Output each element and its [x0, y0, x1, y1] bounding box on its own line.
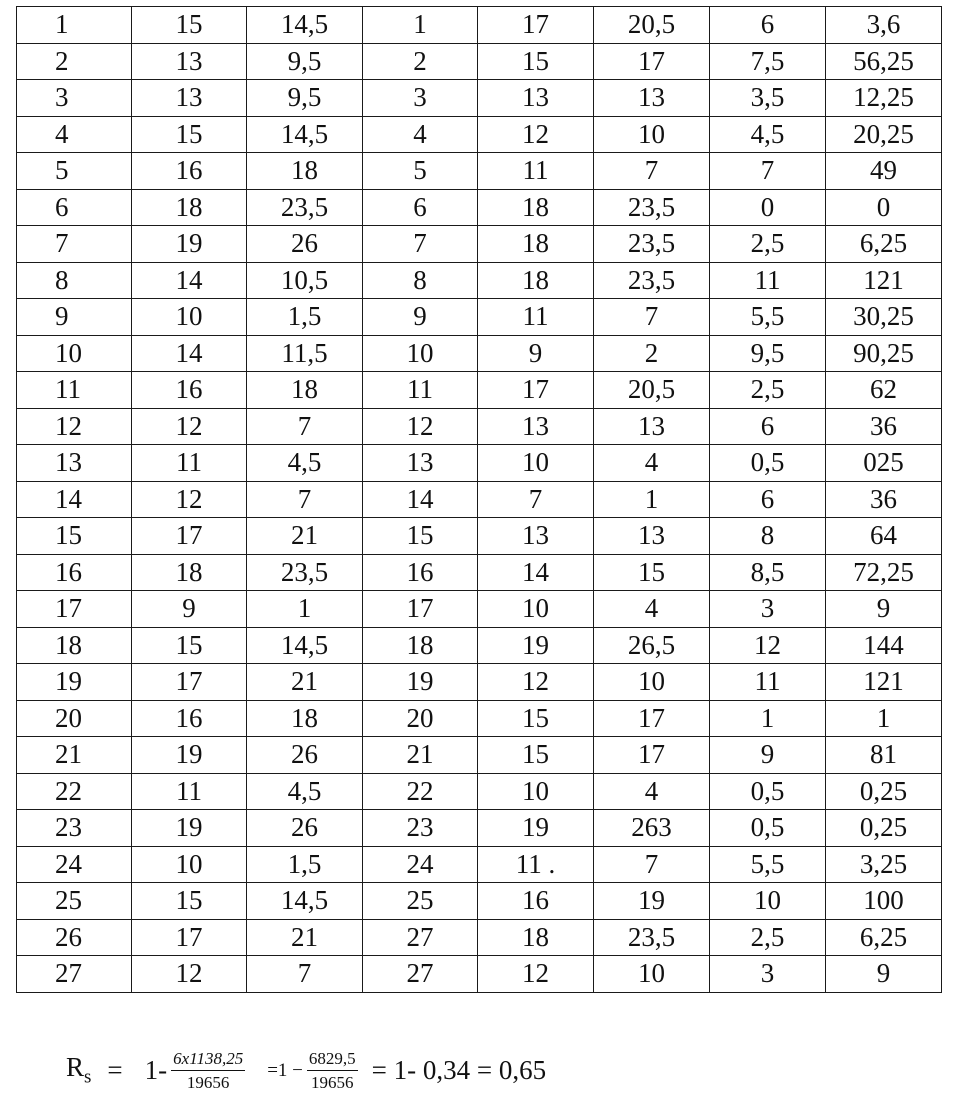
table-cell: 19	[132, 226, 247, 263]
table-cell: 15	[132, 116, 247, 153]
table-cell: 21	[17, 737, 132, 774]
fraction-2-denominator: 19656	[311, 1073, 354, 1092]
table-cell: 7	[710, 153, 826, 190]
table-cell: 11	[17, 372, 132, 409]
table-cell: 21	[247, 664, 363, 701]
table-cell: 6	[710, 7, 826, 44]
table-cell: 0,5	[710, 810, 826, 847]
table-cell: 12	[478, 956, 594, 993]
table-cell: 2	[594, 335, 710, 372]
table-cell: 72,25	[826, 554, 942, 591]
table-cell: 6	[710, 408, 826, 445]
table-cell: 3	[363, 80, 478, 117]
table-cell: 7,5	[710, 43, 826, 80]
table-cell: 13	[478, 80, 594, 117]
table-cell: 23,5	[594, 226, 710, 263]
table-cell: 9	[710, 737, 826, 774]
table-row	[17, 43, 942, 80]
fraction-1	[171, 1050, 245, 1091]
table-cell: 0,25	[826, 810, 942, 847]
table-cell: 21	[363, 737, 478, 774]
table-cell: 18	[478, 262, 594, 299]
table-cell: 3	[710, 956, 826, 993]
table-cell: 56,25	[826, 43, 942, 80]
table-cell: 17	[478, 7, 594, 44]
table-cell: 6,25	[826, 226, 942, 263]
table-cell: 4	[594, 445, 710, 482]
table-row	[17, 481, 942, 518]
table-cell: 0,25	[826, 773, 942, 810]
table-row	[17, 7, 942, 44]
formula-equals: =	[107, 1055, 123, 1085]
table-cell: 11	[363, 372, 478, 409]
table-cell: 9,5	[710, 335, 826, 372]
table-cell: 13	[594, 80, 710, 117]
fraction-1-numerator: 6x1138,25	[171, 1050, 245, 1071]
table-cell: 121	[826, 664, 942, 701]
table-row	[17, 883, 942, 920]
table-cell: 4,5	[247, 773, 363, 810]
table-row	[17, 408, 942, 445]
table-cell: 17	[478, 372, 594, 409]
table-cell: 12	[363, 408, 478, 445]
table-cell: 3	[710, 591, 826, 628]
table-cell: 9,5	[247, 80, 363, 117]
table-cell: 8	[17, 262, 132, 299]
table-cell: 9	[478, 335, 594, 372]
table-cell: 11	[132, 773, 247, 810]
table-cell: 14,5	[247, 883, 363, 920]
table-cell: 27	[363, 956, 478, 993]
table-cell: 27	[363, 919, 478, 956]
table-cell: 18	[363, 627, 478, 664]
table-cell: 13	[478, 408, 594, 445]
table-cell: 15	[17, 518, 132, 555]
table-cell: 7	[247, 408, 363, 445]
table-row	[17, 153, 942, 190]
table-cell: 8	[710, 518, 826, 555]
table-cell: 26	[247, 226, 363, 263]
table-cell: 13	[132, 80, 247, 117]
table-cell: 10	[594, 664, 710, 701]
formula-symbol	[66, 1052, 91, 1088]
table-cell: 10	[132, 299, 247, 336]
table-cell: 9	[17, 299, 132, 336]
formula-equals-2: =	[267, 1059, 278, 1081]
table-cell: 19	[132, 737, 247, 774]
table-cell: 11	[710, 262, 826, 299]
table-cell: 10	[478, 445, 594, 482]
table-cell: 4	[594, 773, 710, 810]
table-cell: 2,5	[710, 226, 826, 263]
table-row	[17, 262, 942, 299]
table-cell: 23,5	[247, 189, 363, 226]
table-cell: 121	[826, 262, 942, 299]
table-cell: 13	[17, 445, 132, 482]
table-cell: 0,5	[710, 445, 826, 482]
table-cell: 0,5	[710, 773, 826, 810]
table-body	[17, 7, 942, 993]
table-cell: 2	[17, 43, 132, 80]
ranking-data-table	[16, 6, 942, 993]
table-cell: 18	[17, 627, 132, 664]
table-cell: 14	[17, 481, 132, 518]
table-row	[17, 956, 942, 993]
table-cell: 7	[247, 481, 363, 518]
table-cell: 17	[363, 591, 478, 628]
table-cell: 16	[363, 554, 478, 591]
table-cell: 1,5	[247, 299, 363, 336]
table-cell: 13	[363, 445, 478, 482]
table-cell: 4,5	[710, 116, 826, 153]
spearman-formula	[66, 1050, 546, 1091]
table-cell: 36	[826, 408, 942, 445]
table-cell: 21	[247, 518, 363, 555]
formula-symbol-main: R	[66, 1052, 85, 1083]
table-cell: 16	[132, 372, 247, 409]
table-row	[17, 299, 942, 336]
table-cell: 8,5	[710, 554, 826, 591]
table-cell: 7	[594, 299, 710, 336]
table-cell: 0	[710, 189, 826, 226]
table-cell: 17	[594, 737, 710, 774]
table-row	[17, 627, 942, 664]
table-cell: 10	[478, 591, 594, 628]
table-row	[17, 737, 942, 774]
table-cell: 3,5	[710, 80, 826, 117]
table-cell: 3	[17, 80, 132, 117]
table-cell: 10	[594, 116, 710, 153]
table-cell: 18	[478, 189, 594, 226]
table-row	[17, 80, 942, 117]
table-cell: 22	[363, 773, 478, 810]
table-cell: 19	[17, 664, 132, 701]
table-cell: 1	[594, 481, 710, 518]
table-cell: 10	[478, 773, 594, 810]
table-row	[17, 335, 942, 372]
table-cell: 6,25	[826, 919, 942, 956]
table-cell: 4,5	[247, 445, 363, 482]
table-row	[17, 226, 942, 263]
table-row	[17, 518, 942, 555]
table-cell: 26	[17, 919, 132, 956]
table-cell: 18	[247, 153, 363, 190]
table-cell: 26,5	[594, 627, 710, 664]
table-cell: 18	[478, 226, 594, 263]
table-cell: 11 .	[478, 846, 594, 883]
table-cell: 81	[826, 737, 942, 774]
table-cell: 20,5	[594, 372, 710, 409]
table-cell: 3,6	[826, 7, 942, 44]
table-cell: 10	[594, 956, 710, 993]
table-cell: 2,5	[710, 372, 826, 409]
table-cell: 100	[826, 883, 942, 920]
table-cell: 15	[132, 883, 247, 920]
table-cell: 13	[478, 518, 594, 555]
table-cell: 17	[132, 664, 247, 701]
table-cell: 15	[478, 700, 594, 737]
fraction-2	[307, 1050, 358, 1091]
table-cell: 27	[17, 956, 132, 993]
table-cell: 12	[132, 408, 247, 445]
table-cell: 19	[478, 627, 594, 664]
table-cell: 13	[594, 518, 710, 555]
table-cell: 9	[132, 591, 247, 628]
table-cell: 11	[132, 445, 247, 482]
table-cell: 5	[363, 153, 478, 190]
table-cell: 4	[17, 116, 132, 153]
table-row	[17, 591, 942, 628]
table-cell: 6	[363, 189, 478, 226]
table-cell: 16	[17, 554, 132, 591]
table-cell: 15	[594, 554, 710, 591]
table-cell: 10	[17, 335, 132, 372]
table-cell: 18	[132, 554, 247, 591]
table-row	[17, 919, 942, 956]
table-cell: 23,5	[247, 554, 363, 591]
table-cell: 10	[363, 335, 478, 372]
table-cell: 20	[363, 700, 478, 737]
table-cell: 14	[132, 262, 247, 299]
table-cell: 15	[132, 627, 247, 664]
table-row	[17, 189, 942, 226]
table-cell: 12	[478, 116, 594, 153]
table-cell: 12	[710, 627, 826, 664]
table-cell: 18	[247, 700, 363, 737]
table-cell: 20,25	[826, 116, 942, 153]
table-cell: 15	[478, 43, 594, 80]
table-row	[17, 554, 942, 591]
table-cell: 17	[132, 518, 247, 555]
table-cell: 1	[247, 591, 363, 628]
table-cell: 20	[17, 700, 132, 737]
fraction-2-numerator: 6829,5	[307, 1050, 358, 1071]
table-cell: 16	[132, 700, 247, 737]
table-cell: 5	[17, 153, 132, 190]
table-cell: 6	[17, 189, 132, 226]
table-cell: 12,25	[826, 80, 942, 117]
table-row	[17, 810, 942, 847]
table-cell: 4	[594, 591, 710, 628]
table-cell: 9	[363, 299, 478, 336]
table-row	[17, 445, 942, 482]
table-cell: 24	[17, 846, 132, 883]
table-cell: 16	[132, 153, 247, 190]
table-cell: 23	[17, 810, 132, 847]
fraction-1-denominator: 19656	[186, 1073, 230, 1092]
table-cell: 26	[247, 737, 363, 774]
table-cell: 9	[826, 956, 942, 993]
table-cell: 18	[478, 919, 594, 956]
table-cell: 19	[594, 883, 710, 920]
table-cell: 25	[17, 883, 132, 920]
table-cell: 9	[826, 591, 942, 628]
table-cell: 11,5	[247, 335, 363, 372]
table-cell: 6	[710, 481, 826, 518]
table-cell: 2	[363, 43, 478, 80]
table-cell: 11	[478, 153, 594, 190]
table-cell: 17	[594, 43, 710, 80]
table-cell: 9,5	[247, 43, 363, 80]
table-cell: 4	[363, 116, 478, 153]
table-cell: 36	[826, 481, 942, 518]
table-cell: 21	[247, 919, 363, 956]
table-cell: 14	[478, 554, 594, 591]
table-cell: 11	[710, 664, 826, 701]
table-cell: 7	[594, 153, 710, 190]
table-cell: 22	[17, 773, 132, 810]
table-cell: 14	[363, 481, 478, 518]
table-cell: 12	[132, 481, 247, 518]
table-cell: 1,5	[247, 846, 363, 883]
table-cell: 23	[363, 810, 478, 847]
table-cell: 25	[363, 883, 478, 920]
table-cell: 20,5	[594, 7, 710, 44]
table-cell: 1	[710, 700, 826, 737]
table-cell: 025	[826, 445, 942, 482]
table-cell: 23,5	[594, 919, 710, 956]
formula-result: = 1- 0,34 = 0,65	[371, 1055, 547, 1085]
table-cell: 14,5	[247, 7, 363, 44]
table-row	[17, 116, 942, 153]
table-cell: 23,5	[594, 262, 710, 299]
table-cell: 7	[363, 226, 478, 263]
table-cell: 12	[478, 664, 594, 701]
table-cell: 2,5	[710, 919, 826, 956]
table-cell: 7	[17, 226, 132, 263]
table-cell: 17	[594, 700, 710, 737]
table-cell: 90,25	[826, 335, 942, 372]
table-cell: 14	[132, 335, 247, 372]
table-row	[17, 700, 942, 737]
table-cell: 19	[363, 664, 478, 701]
table-cell: 19	[478, 810, 594, 847]
table-cell: 17	[132, 919, 247, 956]
table-cell: 11	[478, 299, 594, 336]
table-cell: 5,5	[710, 846, 826, 883]
table-cell: 24	[363, 846, 478, 883]
formula-symbol-subscript: s	[84, 1066, 92, 1088]
table-cell: 19	[132, 810, 247, 847]
table-cell: 30,25	[826, 299, 942, 336]
table-cell: 10	[132, 846, 247, 883]
table-cell: 0	[826, 189, 942, 226]
table-row	[17, 372, 942, 409]
table-cell: 17	[17, 591, 132, 628]
table-cell: 64	[826, 518, 942, 555]
table-cell: 13	[594, 408, 710, 445]
table-cell: 7	[594, 846, 710, 883]
table-row	[17, 846, 942, 883]
table-cell: 5,5	[710, 299, 826, 336]
table-cell: 62	[826, 372, 942, 409]
table-cell: 1	[17, 7, 132, 44]
table-cell: 263	[594, 810, 710, 847]
table-cell: 3,25	[826, 846, 942, 883]
table-cell: 8	[363, 262, 478, 299]
table-cell: 12	[132, 956, 247, 993]
table-cell: 12	[17, 408, 132, 445]
table-cell: 18	[247, 372, 363, 409]
formula-one-minus: 1-	[144, 1055, 168, 1085]
table-cell: 10,5	[247, 262, 363, 299]
formula-one-minus-2: 1 −	[277, 1059, 303, 1081]
table-cell: 23,5	[594, 189, 710, 226]
table-row	[17, 664, 942, 701]
table-cell: 18	[132, 189, 247, 226]
table-cell: 15	[363, 518, 478, 555]
table-cell: 10	[710, 883, 826, 920]
table-cell: 1	[826, 700, 942, 737]
table-cell: 1	[363, 7, 478, 44]
table-cell: 13	[132, 43, 247, 80]
table-cell: 49	[826, 153, 942, 190]
table-cell: 26	[247, 810, 363, 847]
table-cell: 7	[247, 956, 363, 993]
table-cell: 14,5	[247, 116, 363, 153]
table-cell: 144	[826, 627, 942, 664]
table-cell: 15	[478, 737, 594, 774]
table-cell: 7	[478, 481, 594, 518]
table-cell: 15	[132, 7, 247, 44]
table-cell: 14,5	[247, 627, 363, 664]
table-row	[17, 773, 942, 810]
table-cell: 16	[478, 883, 594, 920]
